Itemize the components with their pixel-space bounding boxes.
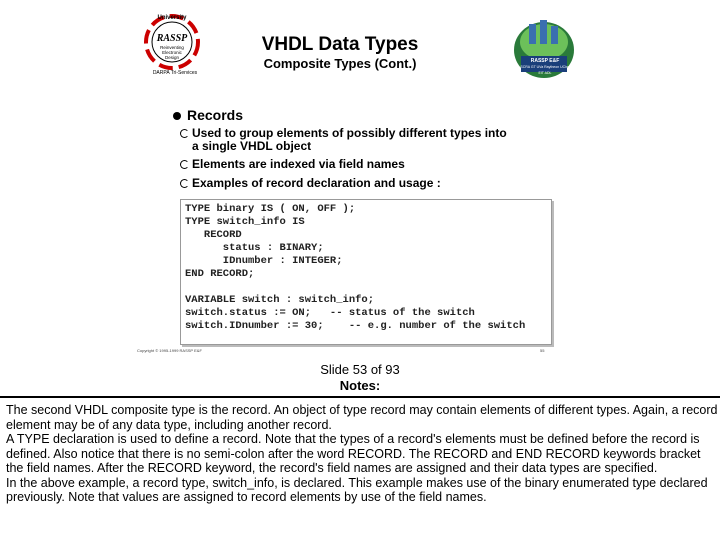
slide-image — [125, 0, 570, 358]
notes-paragraph: A TYPE declaration is used to define a record. Note that the types of a record's elements must be defined before the record is defined. Also notice that there is no semi-colon after the word RECORD. The RECORD and END RECORD keywords bracket the field names. After the RECORD keyword, the record's field names are assigned and their data types are specified. — [6, 432, 701, 475]
logo-left-top-text: University — [157, 15, 187, 21]
slide-subtitle: Composite Types (Cont.) — [263, 56, 417, 71]
notes-label: Notes: — [339, 378, 381, 393]
divider — [0, 396, 720, 398]
notes-paragraph: The second VHDL composite type is the record. An object of type record may contain elements of different types. Again, a record element may be of any data type, including another record. — [6, 403, 718, 432]
code-line: END RECORD; — [185, 268, 255, 280]
bullet-records: Records — [173, 107, 243, 123]
logo-right-label: RASSP E&F SCRA GT UVa Raytheon UCinc EIT ADL — [520, 58, 570, 75]
subbullet: Examples of record declaration and usage : — [180, 177, 441, 190]
notes-body — [6, 403, 718, 505]
svg-text:Electronic: Electronic — [162, 50, 182, 55]
ring-bullet-icon — [180, 179, 189, 188]
subbullet: Used to group elements of possibly different types into a single VHDL object — [180, 127, 507, 153]
code-line: switch.IDnumber := 30; -- e.g. number of the switch — [185, 320, 526, 332]
ring-bullet-icon — [180, 160, 189, 169]
subbullet: Elements are indexed via field names — [180, 158, 405, 171]
code-line: switch.status := ON; -- status of the switch — [185, 307, 475, 319]
slide-counter: Slide 53 of 93 — [320, 362, 400, 377]
code-line: status : BINARY; — [185, 242, 324, 254]
slide-title: VHDL Data Types — [261, 34, 419, 55]
code-line: TYPE switch_info IS — [185, 216, 305, 228]
svg-text:Reinventing: Reinventing — [160, 45, 184, 50]
logo-left-name: RASSP — [156, 33, 188, 44]
code-line: RECORD — [185, 229, 242, 241]
rassp-ef-logo — [513, 14, 575, 78]
code-line: IDnumber : INTEGER; — [185, 255, 343, 267]
ring-bullet-icon — [180, 129, 189, 138]
notes-paragraph: In the above example, a record type, switch_info, is declared. This example makes use of the binary enumerated type declared previously. Note that values are assigned to record elements by use of the field names. — [6, 475, 708, 504]
code-line: VARIABLE switch : switch_info; — [185, 294, 375, 306]
logo-left-caption: DARPA Tri-Services — [152, 70, 198, 76]
slide-page-number: 55 — [540, 348, 545, 353]
svg-text:Design: Design — [164, 55, 180, 60]
code-line: TYPE binary IS ( ON, OFF ); — [185, 203, 356, 215]
slide-copyright: Copyright © 1995-1999 RASSP E&F — [137, 348, 202, 353]
bullet-dot-icon — [173, 112, 181, 120]
code-box — [180, 199, 552, 345]
